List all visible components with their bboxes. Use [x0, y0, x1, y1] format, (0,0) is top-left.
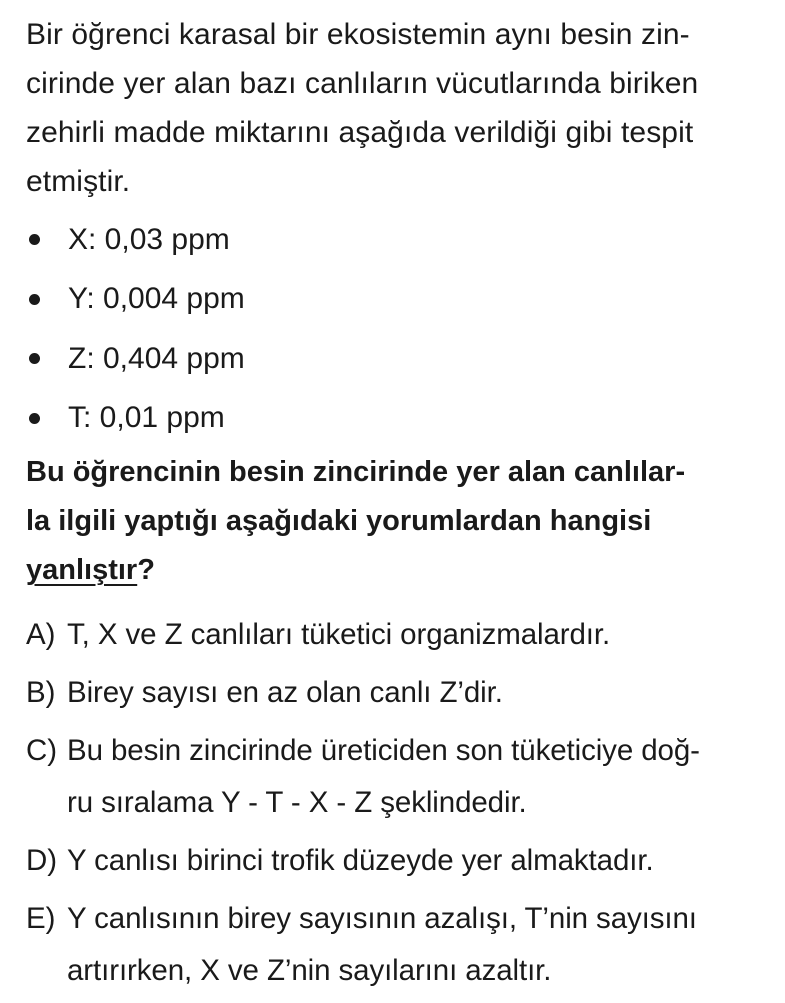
option-d[interactable]: [26, 835, 752, 887]
bullet-icon: [29, 353, 40, 364]
measurement-text: Y: 0,004 ppm: [68, 282, 245, 316]
measurement-text: X: 0,03 ppm: [68, 222, 230, 256]
intro-line: Bir öğrenci karasal bir ekosistemin aynı besin zin-: [26, 18, 690, 51]
question-line: Bu öğrencinin besin zincirinde yer alan canlılar-: [26, 456, 686, 488]
intro-line: zehirli madde miktarını aşağıda verildiği gibi tespit: [26, 116, 694, 149]
measurement-item: [26, 270, 752, 330]
question-page: [26, 10, 752, 1003]
option-text: [67, 609, 752, 661]
intro-paragraph: [26, 10, 752, 206]
option-line: Y canlısının birey sayısının azalışı, T’nin sayısını: [67, 902, 697, 935]
question-mark: ?: [137, 554, 155, 586]
measurement-item: [26, 329, 752, 389]
option-text: [67, 725, 752, 829]
intro-line: cirinde yer alan bazı canlıların vücutlarında biriken: [26, 67, 699, 100]
option-line: Birey sayısı en az olan canlı Z’dir.: [67, 676, 503, 709]
measurement-text: Z: 0,404 ppm: [68, 341, 245, 375]
bullet-icon: [29, 294, 40, 305]
option-line: ru sıralama Y - T - X - Z şeklindedir.: [67, 786, 527, 819]
intro-line: etmiştir.: [26, 165, 131, 198]
option-b[interactable]: [26, 667, 752, 719]
option-line: Y canlısı birinci trofik düzeyde yer almaktadır.: [67, 844, 654, 877]
option-label: D): [26, 844, 58, 877]
measurement-text: T: 0,01 ppm: [68, 401, 225, 435]
measurement-item: [26, 389, 752, 449]
bullet-icon: [29, 413, 40, 424]
bullet-icon: [29, 234, 40, 245]
option-c[interactable]: [26, 725, 752, 829]
option-line: T, X ve Z canlıları tüketici organizmalardır.: [67, 618, 611, 651]
option-label: A): [26, 618, 56, 651]
option-text: [67, 667, 752, 719]
option-line: Bu besin zincirinde üreticiden son tüketiciye doğ-: [67, 734, 700, 767]
question-keyword: yanlıştır: [26, 554, 138, 586]
option-label: B): [26, 676, 56, 709]
measurement-list: [26, 210, 752, 448]
option-e[interactable]: [26, 893, 752, 997]
answer-options: [26, 609, 752, 997]
option-label: E): [26, 902, 56, 935]
question-stem: [26, 448, 752, 595]
measurement-item: [26, 210, 752, 270]
option-text: [67, 835, 752, 887]
question-line: la ilgili yaptığı aşağıdaki yorumlardan hangisi: [26, 505, 652, 537]
option-line: artırırken, X ve Z’nin sayılarını azaltır.: [67, 954, 552, 987]
option-a[interactable]: [26, 609, 752, 661]
option-text: [67, 893, 752, 997]
option-label: C): [26, 734, 58, 767]
